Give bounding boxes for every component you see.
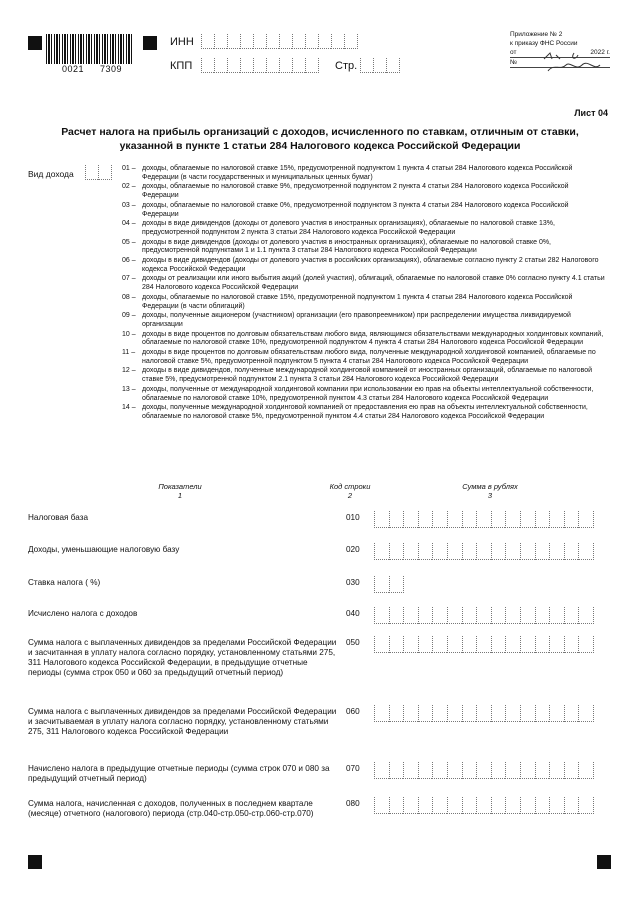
inn-label: ИНН [170,36,194,48]
income-type-text: доходы, облагаемые по налоговой ставке 0%, предусмотренной подпунктом 3 пункта 4 статьи 284 Налогового кодекса Российской Федерации [142,201,569,218]
corner-marker-top-mid [143,36,157,50]
income-type-text: доходы, полученные акционером (участником) организации (его правопреемником) при распределении имущества ликвидируемой организации [142,312,571,328]
column-header-amount: Сумма в рублях 3 [462,482,518,500]
page-label: Стр. [335,60,358,72]
income-type-code: 08 – [122,293,136,301]
income-type-code: 12 – [122,367,136,375]
income-type-item [122,202,606,219]
handwritten-date-mark [540,47,610,75]
amount-field-030[interactable] [374,576,404,593]
corner-marker-top-left [28,36,42,50]
income-type-text: доходы в виде дивидендов (доходы от долевого участия в российских организациях), облагаемые согласно пункту 2 статьи 282 Налогового кодекса Российской Федерации [142,257,599,273]
income-type-code: 07 – [122,275,136,283]
barcode-number-left: 0021 [62,64,85,74]
corner-marker-bottom-right [597,855,611,869]
income-type-code: 06 – [122,257,136,265]
row-code-020: 020 [346,545,360,554]
amount-field-010[interactable] [374,511,594,528]
row-code-050: 050 [346,638,360,647]
income-type-item [122,312,606,329]
row-label-050: Сумма налога с выплаченных дивидендов за пределами Российской Федерации и засчитанная в уплату налога согласно порядку, установленному статьями 275, 311 Налогового кодекса Российской Федерации, в предыдущие отчетные периоды (сумма строк 050 и 060 за предыдущий отчетный период) [28,638,337,677]
income-type-text: доходы, полученные от международной холдинговой компании при использовании ею прав на объекты интеллектуальной собственности, облагаемые по налоговой ставке 10%, предусмотренной пунктом 4.3 статьи 284 Налогового кодекса Российской Федерации [142,385,594,402]
income-type-list [122,165,606,423]
income-type-text: доходы в виде дивидендов (доходы от долевого участия в иностранных организациях), облагаемые по налоговой ставке 0%, предусмотренной подпунктами 1 и 1.1 пункта 3 статьи 284 Налогового кодекса Российской Федерации [142,238,552,255]
amount-field-040[interactable] [374,607,594,624]
appendix-line-1: Приложение № 2 [510,31,563,38]
income-type-code: 14 – [122,404,136,412]
income-type-item [122,183,606,200]
row-code-060: 060 [346,707,360,716]
row-code-030: 030 [346,578,360,587]
row-label-080: Сумма налога, начисленная с доходов, полученных в последнем квартале (месяце) отчетного (налогового) периода (стр.040-стр.050-стр.060-стр.070) [28,799,314,818]
income-type-code: 11 – [122,349,136,357]
income-type-text: доходы, облагаемые по налоговой ставке 15%, предусмотренной подпунктом 1 пункта 4 статьи 284 Налогового кодекса Российской Федерации (в части облигаций) [142,293,573,310]
income-type-label: Вид дохода [28,169,74,179]
income-type-item [122,239,606,256]
income-type-code: 09 – [122,312,136,320]
amount-field-080[interactable] [374,797,594,814]
corner-marker-bottom-left [28,855,42,869]
amount-field-020[interactable] [374,543,594,560]
income-type-item [122,331,606,348]
income-type-code: 02 – [122,183,136,191]
income-type-code: 01 – [122,165,136,172]
income-type-code: 13 – [122,385,136,393]
income-type-item [122,367,606,384]
sheet-label: Лист 04 [574,108,608,118]
row-code-070: 070 [346,764,360,773]
appendix-line-2: к приказу ФНС России [510,40,578,47]
income-type-item [122,349,606,366]
income-type-text: доходы в виде процентов по долговым обязательствам любого вида, полученные международной холдинговой компанией, облагаемые по налоговой ставке 5%, предусмотренной подпунктом 5 пункта 4 статьи 284 Налогового кодекса Российской Федерации [142,349,596,365]
barcode [46,34,132,64]
amount-field-050[interactable] [374,636,594,653]
appendix-year: 2022 г. [590,49,610,56]
appendix-date-prefix: от [510,49,517,56]
income-type-item [122,220,606,237]
income-type-field[interactable] [85,165,112,180]
row-label-010: Налоговая база [28,513,89,522]
row-label-030: Ставка налога ( %) [28,578,101,587]
income-type-text: доходы, облагаемые по налоговой ставке 15%, предусмотренной подпунктом 1 пункта 4 статьи 284 Налогового кодекса Российской Федерации (в части государственных и муниципальных ценных бумаг) [142,165,573,181]
income-type-item [122,386,606,403]
row-code-010: 010 [346,513,360,522]
income-type-code: 04 – [122,220,136,228]
row-label-040: Исчислено налога с доходов [28,609,138,618]
column-header-indicators: Показатели 1 [158,482,202,500]
amount-field-060[interactable] [374,705,594,722]
row-label-020: Доходы, уменьшающие налоговую базу [28,545,180,554]
income-type-item [122,294,606,311]
income-type-item [122,275,606,292]
page-number-field[interactable] [360,58,400,73]
amount-field-070[interactable] [374,762,594,779]
income-type-item [122,165,606,182]
page-title: Расчет налога на прибыль организаций с доходов, исчисленного по ставкам, отличным от ставки, указанной в пункте 1 статьи 284 Налогового кодекса Российской Федерации [61,126,579,152]
inn-field[interactable] [201,34,358,49]
row-code-080: 080 [346,799,360,808]
barcode-number-right: 7309 [100,64,123,74]
appendix-number-prefix: № [510,59,517,66]
income-type-text: доходы, облагаемые по налоговой ставке 9%, предусмотренной подпунктом 2 пункта 4 статьи 284 Налогового кодекса Российской Федерации [142,183,569,200]
row-code-040: 040 [346,609,360,618]
income-type-item [122,404,606,421]
income-type-text: доходы в виде дивидендов (доходы от долевого участия в иностранных организациях), облагаемые по налоговой ставке 13%, предусмотренной подпунктом 2 пункта 3 статьи 284 Налогового кодекса Российской Федерации [142,220,555,236]
row-label-070: Начислено налога в предыдущие отчетные периоды (сумма строк 070 и 080 за предыдущий отчетный период) [28,764,330,783]
kpp-field[interactable] [201,58,319,73]
column-header-line-code: Код строки 2 [329,482,371,500]
income-type-text: доходы в виде дивидендов, полученные международной холдинговой компанией от иностранных организаций, облагаемые по налоговой ставке 5%, предусмотренной подпунктом 2.1 пункта 3 статьи 284 Налогового кодекса Российской Федерации [142,367,593,384]
income-type-code: 05 – [122,238,136,246]
income-type-text: доходы, полученные международной холдинговой компанией от предоставления ею прав на объекты интеллектуальной собственности, облагаемые по налоговой ставке 5%, предусмотренной пунктом 4.4 статьи 284 Налогового кодекса Российской Федерации [142,404,588,420]
income-type-text: доходы в виде процентов по долговым обязательствам любого вида, являющимся обязательствами международных холдинговых компаний, облагаемые по налоговой ставке 10%, предусмотренной подпунктом 4 пункта 4 статьи 284 Налогового кодекса Российской Федерации [142,330,604,347]
income-type-text: доходы от реализации или иного выбытия акций (долей участия), облигаций, облагаемые по налоговой ставке 0% согласно пункту 4.1 статьи 284 Налогового кодекса Российской Федерации [142,275,605,292]
income-type-code: 10 – [122,330,136,338]
row-label-060: Сумма налога с выплаченных дивидендов за пределами Российской Федерации и засчитываемая в уплату налога согласно порядку, установленному статьями 275, 311 Налогового кодекса Российской Федерации [28,707,337,736]
income-type-code: 03 – [122,201,136,209]
income-type-item [122,257,606,274]
kpp-label: КПП [170,60,193,72]
